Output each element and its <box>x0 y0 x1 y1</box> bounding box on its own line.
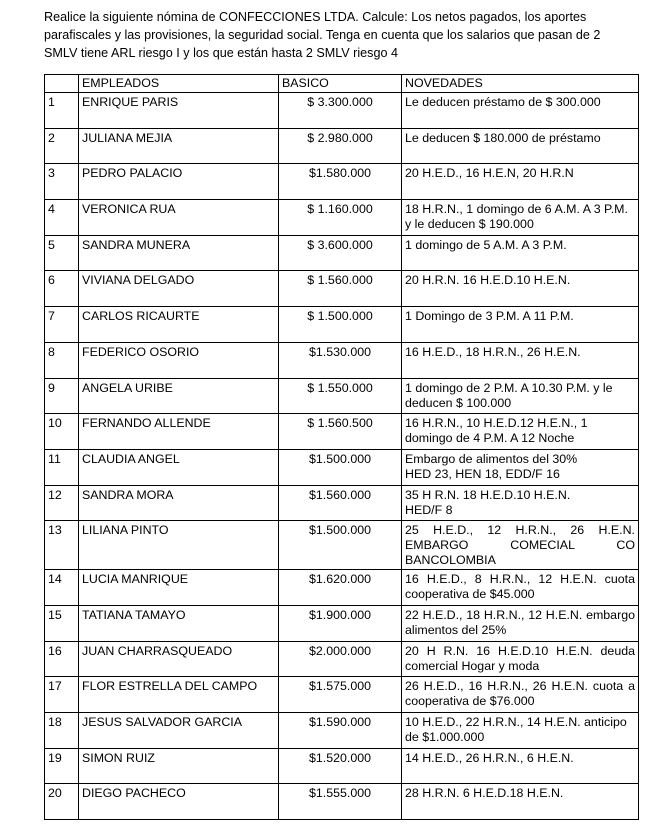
novedades-text <box>402 378 639 414</box>
novedades-line: 22 H.E.D., 18 H.R.N., 12 H.E.N. embargo alimentos del 25% <box>405 607 635 637</box>
novedades-line: 16 H.E.D., 8 H.R.N., 12 H.E.N. cuota cooperativa de $45.000 <box>405 572 635 602</box>
novedades-line: Le deducen $ 180.000 de préstamo <box>405 130 601 145</box>
novedades-line: 16 H.R.N., 10 H.E.D.12 H.E.N., 1 domingo de 4 P.M. A 12 Noche <box>405 416 588 446</box>
basic-salary: $ 3.300.000 <box>279 93 402 129</box>
table-row <box>45 235 639 271</box>
basic-salary: $1.500.000 <box>279 449 402 485</box>
row-number: 8 <box>45 342 79 378</box>
employee-name: VERONICA RUA <box>79 200 279 236</box>
basic-salary: $ 1.500.000 <box>279 307 402 343</box>
row-number: 6 <box>45 271 79 307</box>
basic-salary: $ 1.550.000 <box>279 378 402 414</box>
basic-salary: $ 2.980.000 <box>279 128 402 164</box>
novedades-line: 20 H.E.D., 16 H.E.N, 20 H.R.N <box>405 166 574 181</box>
table-row <box>45 414 639 450</box>
novedades-line: Embargo de alimentos del 30% <box>405 451 578 466</box>
table-row <box>45 713 639 749</box>
row-number: 7 <box>45 307 79 343</box>
novedades-line: 26 H.E.D., 16 H.R.N., 26 H.E.N. cuota a cooperativa de $76.000 <box>405 679 635 709</box>
novedades-line: 28 H.R.N. 6 H.E.D.18 H.E.N. <box>405 786 564 801</box>
novedades-text <box>402 93 639 129</box>
employee-name: PEDRO PALACIO <box>79 164 279 200</box>
table-row <box>45 164 639 200</box>
novedades-text <box>402 449 639 485</box>
table-row <box>45 200 639 236</box>
basic-salary: $1.500.000 <box>279 521 402 570</box>
novedades-text <box>402 605 639 641</box>
novedades-line: Le deducen préstamo de $ 300.000 <box>405 95 601 109</box>
basic-salary: $1.560.000 <box>279 485 402 521</box>
basic-salary: $1.555.000 <box>279 784 402 820</box>
employee-name: SIMON RUIZ <box>79 748 279 784</box>
row-number: 10 <box>45 414 79 450</box>
instructions-paragraph: Realice la siguiente nómina de CONFECCIONES LTDA. Calcule: Los netos pagados, los aportes parafiscales y las provisiones, la seguridad social. Tenga en cuenta que los salarios que pasan de 2 SMLV tiene ARL riesgo I y los que están hasta 2 SMLV riesgo 4 <box>44 10 601 60</box>
table-row <box>45 449 639 485</box>
novedades-line: 10 H.E.D., 22 H.R.N., 14 H.E.N. anticipo de $1.000.000 <box>405 715 627 744</box>
novedades-text <box>402 521 639 570</box>
table-row <box>45 307 639 343</box>
novedades-text <box>402 485 639 521</box>
novedades-text <box>402 307 639 343</box>
novedades-line: 25 H.E.D., 12 H.R.N., 26 H.E.N. EMBARGO COMECIAL CO BANCOLOMBIA <box>405 523 635 568</box>
table-row <box>45 271 639 307</box>
row-number: 13 <box>45 521 79 570</box>
table-row <box>45 93 639 129</box>
basic-salary: $1.575.000 <box>279 677 402 713</box>
basic-salary: $ 3.600.000 <box>279 235 402 271</box>
employee-name: JESUS SALVADOR GARCIA <box>79 713 279 749</box>
employee-name: CLAUDIA ANGEL <box>79 449 279 485</box>
novedades-text <box>402 164 639 200</box>
employee-name: CARLOS RICAURTE <box>79 307 279 343</box>
payroll-table-body <box>45 93 639 820</box>
table-row <box>45 485 639 521</box>
table-row <box>45 605 639 641</box>
row-number: 9 <box>45 378 79 414</box>
table-row <box>45 784 639 820</box>
employee-name: VIVIANA DELGADO <box>79 271 279 307</box>
novedades-text <box>402 784 639 820</box>
basic-salary: $1.900.000 <box>279 605 402 641</box>
basic-salary: $2.000.000 <box>279 641 402 677</box>
novedades-line: HED 23, HEN 18, EDD/F 16 <box>405 466 560 481</box>
novedades-text <box>402 748 639 784</box>
table-row <box>45 128 639 164</box>
basic-salary: $1.590.000 <box>279 713 402 749</box>
novedades-line: HED/F 8 <box>405 502 453 517</box>
novedades-text <box>402 200 639 236</box>
row-number: 15 <box>45 605 79 641</box>
employee-name: DIEGO PACHECO <box>79 784 279 820</box>
row-number: 20 <box>45 784 79 820</box>
novedades-line: 1 domingo de 5 A.M. A 3 P.M. <box>405 237 567 252</box>
novedades-line: 18 H.R.N., 1 domingo de 6 A.M. A 3 P.M. y le deducen $ 190.000 <box>405 202 628 232</box>
employee-name: JULIANA MEJIA <box>79 128 279 164</box>
header-basic: BASICO <box>279 75 402 93</box>
basic-salary: $1.580.000 <box>279 164 402 200</box>
table-row <box>45 748 639 784</box>
employee-name: ANGELA URIBE <box>79 378 279 414</box>
table-row <box>45 521 639 570</box>
row-number: 17 <box>45 677 79 713</box>
novedades-line: 20 H.R.N. 16 H.E.D.10 H.E.N. <box>405 273 571 288</box>
employee-name: TATIANA TAMAYO <box>79 605 279 641</box>
novedades-text <box>402 677 639 713</box>
novedades-text <box>402 641 639 677</box>
basic-salary: $1.530.000 <box>279 342 402 378</box>
row-number: 14 <box>45 570 79 606</box>
table-row <box>45 342 639 378</box>
row-number: 5 <box>45 235 79 271</box>
header-employee: EMPLEADOS <box>79 75 279 93</box>
basic-salary: $ 1.160.000 <box>279 200 402 236</box>
novedades-text <box>402 128 639 164</box>
row-number: 19 <box>45 748 79 784</box>
novedades-text <box>402 271 639 307</box>
header-news: NOVEDADES <box>402 75 639 93</box>
table-row <box>45 378 639 414</box>
novedades-line: 16 H.E.D., 18 H.R.N., 26 H.E.N. <box>405 344 581 359</box>
novedades-line: 35 H R.N. 18 H.E.D.10 H.E.N. <box>405 487 571 502</box>
employee-name: SANDRA MUNERA <box>79 235 279 271</box>
row-number: 2 <box>45 128 79 164</box>
row-number: 3 <box>45 164 79 200</box>
row-number: 18 <box>45 713 79 749</box>
novedades-line: 14 H.E.D., 26 H.R.N., 6 H.E.N. <box>405 750 574 765</box>
row-number: 16 <box>45 641 79 677</box>
table-header-row <box>45 75 639 93</box>
row-number: 4 <box>45 200 79 236</box>
employee-name: FERNANDO ALLENDE <box>79 414 279 450</box>
novedades-text <box>402 570 639 606</box>
employee-name: JUAN CHARRASQUEADO <box>79 641 279 677</box>
employee-name: LUCIA MANRIQUE <box>79 570 279 606</box>
payroll-table <box>44 74 639 820</box>
novedades-line: 20 H R.N. 16 H.E.D.10 H.E.N. deuda comercial Hogar y moda <box>405 643 635 673</box>
row-number: 12 <box>45 485 79 521</box>
basic-salary: $1.520.000 <box>279 748 402 784</box>
employee-name: SANDRA MORA <box>79 485 279 521</box>
employee-name: ENRIQUE PARIS <box>79 93 279 129</box>
novedades-line: 1 domingo de 2 P.M. A 10.30 P.M. y le deducen $ 100.000 <box>405 380 613 410</box>
table-row <box>45 641 639 677</box>
basic-salary: $1.620.000 <box>279 570 402 606</box>
employee-name: FEDERICO OSORIO <box>79 342 279 378</box>
row-number: 11 <box>45 449 79 485</box>
table-row <box>45 677 639 713</box>
novedades-text <box>402 342 639 378</box>
basic-salary: $ 1.560.500 <box>279 414 402 450</box>
novedades-line: 1 Domingo de 3 P.M. A 11 P.M. <box>405 309 574 324</box>
row-number: 1 <box>45 93 79 129</box>
basic-salary: $ 1.560.000 <box>279 271 402 307</box>
employee-name: LILIANA PINTO <box>79 521 279 570</box>
novedades-text <box>402 235 639 271</box>
table-row <box>45 570 639 606</box>
novedades-text <box>402 414 639 450</box>
header-number <box>45 75 79 93</box>
employee-name: FLOR ESTRELLA DEL CAMPO <box>79 677 279 713</box>
novedades-text <box>402 713 639 749</box>
